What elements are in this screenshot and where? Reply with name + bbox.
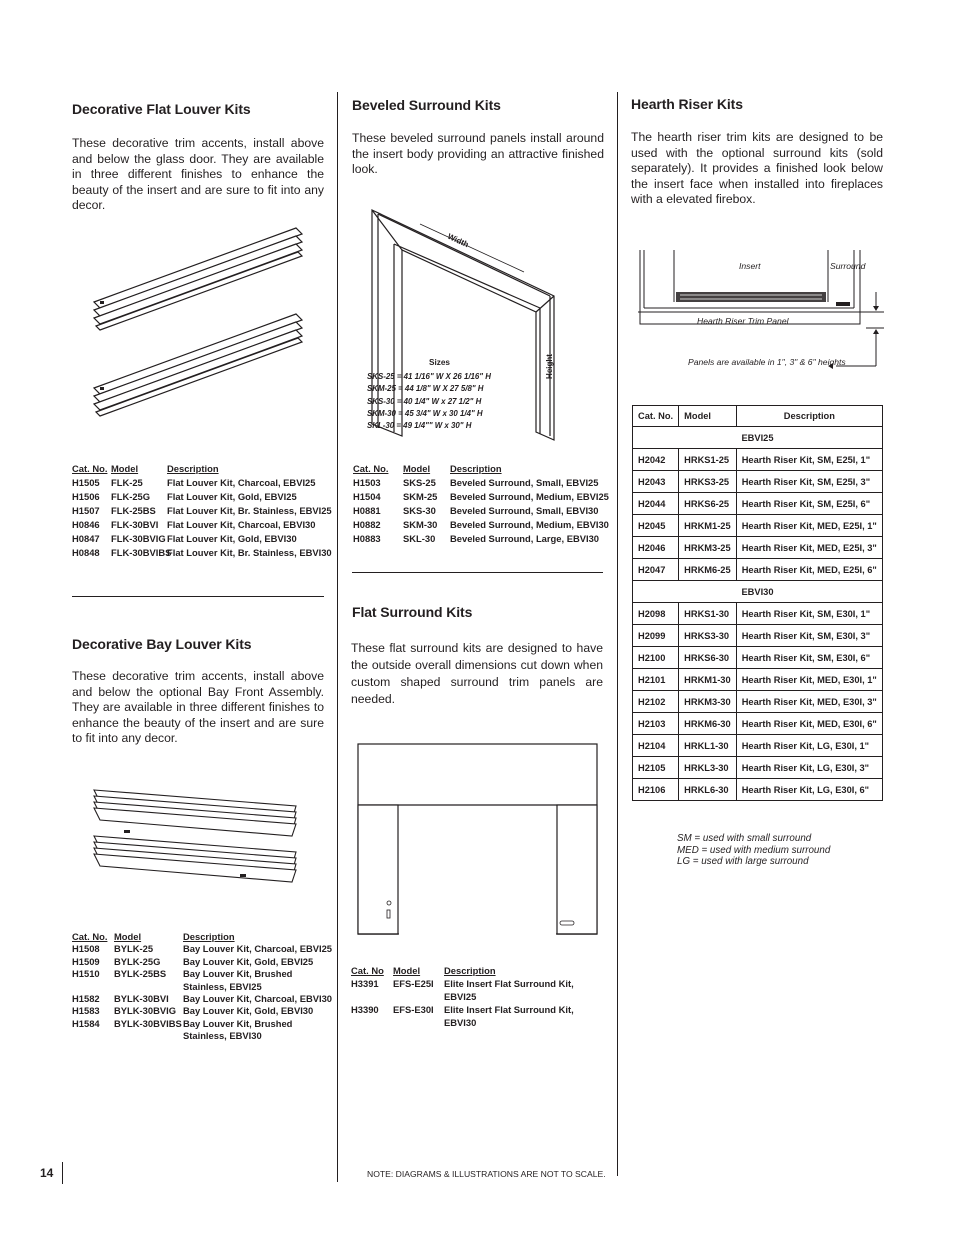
beveled-title: Beveled Surround Kits xyxy=(352,97,501,113)
table-row xyxy=(72,546,332,560)
table-row-cell: Bay Louver Kit, Charcoal, EBVI30 xyxy=(183,993,333,1005)
size-item: SKS-25 = 41 1/16" W X 26 1/16" H xyxy=(367,372,491,381)
table-cell: Hearth Riser Kit, MED, E30I, 3" xyxy=(736,691,882,713)
table-row xyxy=(72,1005,333,1017)
flat-surround-body: These flat surround kits are designed to have the outside overall dimensions cut down when custom shaped surround trim panels are needed. xyxy=(351,641,603,706)
table-cell: HRKM6-25 xyxy=(679,559,737,581)
table-cell: Hearth Riser Kit, SM, E25I, 6" xyxy=(736,493,882,515)
table-header-cell: Cat. No. xyxy=(72,463,108,474)
bay-louver-table xyxy=(72,931,333,1043)
table-header-cell: Model xyxy=(114,931,142,942)
table-row xyxy=(633,757,883,779)
table-row-cell: SKS-25 xyxy=(403,477,436,488)
table-row-cell: SKM-25 xyxy=(403,491,438,502)
table-row-cell: BYLK-25BS xyxy=(114,968,167,980)
table-row-cell: H1510 xyxy=(72,968,100,980)
table-cell: HRKM3-30 xyxy=(679,691,737,713)
table-row xyxy=(72,1018,333,1030)
header-cell: Description xyxy=(736,406,882,427)
legend-item: MED = used with medium surround xyxy=(677,844,831,856)
table-cell: HRKL3-30 xyxy=(679,757,737,779)
table-row xyxy=(72,532,327,546)
size-item: SKM-30 = 45 3/4" W x 30 1/4" H xyxy=(367,408,483,418)
table-row-cell: H3390 xyxy=(351,1004,379,1015)
table-row-cell: Beveled Surround, Medium, EBVI30 xyxy=(450,519,609,530)
table-row-cell: H1509 xyxy=(72,955,100,967)
table-row-cell: H1582 xyxy=(72,993,100,1005)
table-cell: HRKS6-25 xyxy=(679,493,737,515)
table-row xyxy=(72,993,333,1005)
table-cell: Hearth Riser Kit, SM, E25I, 3" xyxy=(736,471,882,493)
table-row-cell: SKM-30 xyxy=(403,519,438,530)
hearth-riser-table xyxy=(632,405,883,801)
table-row-cell: EFS-E25I xyxy=(393,978,434,989)
table-row xyxy=(633,559,883,581)
table-cell: HRKM3-25 xyxy=(679,537,737,559)
table-cell: HRKM1-25 xyxy=(679,515,737,537)
table-row-cell: BYLK-25G xyxy=(114,955,161,967)
size-item: SKS-30 = 40 1/4" W x 27 1/2" H xyxy=(367,396,482,406)
divider xyxy=(352,572,603,573)
table-row-cell: Beveled Surround, Medium, EBVI25 xyxy=(450,491,609,502)
table-cell: Hearth Riser Kit, SM, E30I, 3" xyxy=(736,625,882,647)
table-header-cell: Description xyxy=(450,463,502,474)
table-row-continued-cell: EBVI30 xyxy=(444,1017,477,1028)
table-row-cell: FLK-25 xyxy=(111,477,143,488)
table-cell: H2101 xyxy=(633,669,679,691)
flat-louver-title: Decorative Flat Louver Kits xyxy=(72,101,251,117)
flat-surround-illustration xyxy=(357,743,599,936)
table-row-continued-cell: EBVI25 xyxy=(444,991,477,1002)
table-row xyxy=(353,504,610,518)
table-cell: Hearth Riser Kit, SM, E30I, 6" xyxy=(736,647,882,669)
table-row-cell: BYLK-25 xyxy=(114,943,154,955)
size-legend xyxy=(677,833,830,868)
table-cell: Hearth Riser Kit, LG, E30I, 3" xyxy=(736,757,882,779)
hearth-body: The hearth riser trim kits are designed to be used with the optional surround kits (sold separately). It provides a finished look below the insert face when installed into fireplaces with a elevated firebox. xyxy=(631,130,883,206)
table-header xyxy=(351,964,604,977)
table-row-cell: SKS-30 xyxy=(403,505,436,516)
sizes-title: Sizes xyxy=(429,358,450,367)
bay-louver-body: These decorative trim accents, install above and below the optional Bay Front Assembly. They are available in three different finishes to enhance the beauty of the insert and are sure to fit into any decor. xyxy=(72,669,324,745)
table-row xyxy=(353,532,610,546)
table-row-continued-cell xyxy=(351,1016,393,1029)
table-cell: HRKS1-25 xyxy=(679,449,737,471)
table-header-cell: Model xyxy=(111,463,139,474)
table-row-cell: Bay Louver Kit, Brushed xyxy=(183,968,293,980)
table-header-cell: Model xyxy=(393,965,421,976)
table-row-cell: FLK-25G xyxy=(111,491,151,502)
table-row-cell: Beveled Surround, Large, EBVI30 xyxy=(450,533,600,544)
insert-label: Insert xyxy=(739,261,761,271)
table-cell: HRKL6-30 xyxy=(679,779,737,801)
table-row xyxy=(353,476,610,490)
table-cell: Hearth Riser Kit, MED, E25I, 3" xyxy=(736,537,882,559)
table-row-cell: Beveled Surround, Small, EBVI25 xyxy=(450,477,599,488)
table-row-continued-cell xyxy=(72,1030,114,1042)
table-row xyxy=(72,968,333,980)
table-row-cell: H0883 xyxy=(353,533,381,544)
hearth-title: Hearth Riser Kits xyxy=(631,96,743,112)
bay-louver-illustration xyxy=(90,786,302,890)
table-row-cell: Flat Louver Kit, Gold, EBVI30 xyxy=(167,533,297,544)
table-row-continued-cell xyxy=(114,1030,183,1042)
table-cell: HRKL1-30 xyxy=(679,735,737,757)
table-row-cell: Flat Louver Kit, Charcoal, EBVI25 xyxy=(167,477,316,488)
table-row-cell: SKL-30 xyxy=(403,533,436,544)
table-row-continued-cell xyxy=(72,981,114,993)
table-row xyxy=(353,518,610,532)
table-row-cell: Bay Louver Kit, Gold, EBVI25 xyxy=(183,955,314,967)
table-row-continued-cell xyxy=(393,990,444,1003)
table-cell: Hearth Riser Kit, LG, E30I, 6" xyxy=(736,779,882,801)
table-cell: H2043 xyxy=(633,471,679,493)
table-row xyxy=(633,603,883,625)
table-cell: HRKS3-25 xyxy=(679,471,737,493)
table-row-cell: H0881 xyxy=(353,505,381,516)
table-row-cell: FLK-30BVIG xyxy=(111,533,166,544)
table-row-cell: H0848 xyxy=(72,547,100,558)
table-header-cell: Cat. No xyxy=(351,965,384,976)
header-cell: Cat. No. xyxy=(633,406,679,427)
table-header-cell: Cat. No. xyxy=(72,931,108,942)
table-cell: HRKS6-30 xyxy=(679,647,737,669)
size-item: SKL-30 = 49 1/4"" W x 30" H xyxy=(367,421,472,431)
table-cell: HRKM6-30 xyxy=(679,713,737,735)
flat-louver-illustration xyxy=(86,222,308,422)
table-row-cell: Bay Louver Kit, Brushed xyxy=(183,1017,293,1029)
group-label: EBVI30 xyxy=(633,581,883,603)
table-row-continued xyxy=(72,981,333,993)
table-row xyxy=(351,1003,604,1016)
table-row xyxy=(72,490,327,504)
table-row xyxy=(633,493,883,515)
table-row-cell: FLK-30BVIBS xyxy=(111,547,172,558)
table-row-cell: FLK-25BS xyxy=(111,505,156,516)
group-row xyxy=(633,427,883,449)
column-divider-1 xyxy=(337,92,338,1182)
table-cell: H2106 xyxy=(633,779,679,801)
table-header-cell: Description xyxy=(183,931,235,942)
table-row xyxy=(72,956,333,968)
table-row xyxy=(633,625,883,647)
table-row-cell: Flat Louver Kit, Br. Stainless, EBVI25 xyxy=(167,505,332,516)
group-row xyxy=(633,581,883,603)
table-row-cell: H1504 xyxy=(353,491,381,502)
table-row xyxy=(72,504,332,518)
table-row-cell: H1507 xyxy=(72,505,100,516)
table-row-cell: H3391 xyxy=(351,978,379,989)
table-cell: HRKM1-30 xyxy=(679,669,737,691)
table-row xyxy=(633,691,883,713)
table-row-cell: H1583 xyxy=(72,1005,100,1017)
table-cell: H2045 xyxy=(633,515,679,537)
table-row xyxy=(633,669,883,691)
surround-label: Surround xyxy=(830,261,866,271)
table-header xyxy=(353,462,610,476)
table-cell: H2102 xyxy=(633,691,679,713)
table-cell: Hearth Riser Kit, MED, E25I, 6" xyxy=(736,559,882,581)
table-row-cell: Flat Louver Kit, Br. Stainless, EBVI30 xyxy=(167,547,332,558)
table-cell: H2099 xyxy=(633,625,679,647)
table-row-cell: Flat Louver Kit, Charcoal, EBVI30 xyxy=(167,519,316,530)
table-cell: H2046 xyxy=(633,537,679,559)
table-cell: H2100 xyxy=(633,647,679,669)
flat-louver-table xyxy=(72,462,332,560)
table-header xyxy=(633,406,883,427)
table-row xyxy=(353,490,610,504)
table-cell: H2044 xyxy=(633,493,679,515)
page-number-rule xyxy=(62,1162,63,1184)
flat-surround-title: Flat Surround Kits xyxy=(352,604,473,620)
table-header xyxy=(72,462,327,476)
table-row xyxy=(633,471,883,493)
table-row-cell: H0882 xyxy=(353,519,381,530)
table-row-cell: Beveled Surround, Small, EBVI30 xyxy=(450,505,599,516)
table-row xyxy=(72,943,333,955)
table-row-cell: Bay Louver Kit, Charcoal, EBVI25 xyxy=(183,943,333,955)
table-cell: Hearth Riser Kit, LG, E30I, 1" xyxy=(736,735,882,757)
beveled-body: These beveled surround panels install around the insert body providing an attractive finished look. xyxy=(352,131,604,176)
table-row xyxy=(633,537,883,559)
table-cell: H2103 xyxy=(633,713,679,735)
size-item: SKM-25 = 44 1/8" W X 27 5/8" H xyxy=(367,384,484,394)
table-row-cell: Bay Louver Kit, Gold, EBVI30 xyxy=(183,1005,314,1017)
table-row xyxy=(633,713,883,735)
table-cell: Hearth Riser Kit, MED, E30I, 1" xyxy=(736,669,882,691)
bay-louver-title: Decorative Bay Louver Kits xyxy=(72,636,252,652)
table-cell: Hearth Riser Kit, SM, E25I, 1" xyxy=(736,449,882,471)
table-row xyxy=(351,977,604,990)
table-cell: Hearth Riser Kit, SM, E30I, 1" xyxy=(736,603,882,625)
panel-label: Hearth Riser Trim Panel xyxy=(697,316,789,326)
table-row-cell: Elite Insert Flat Surround Kit, xyxy=(444,1004,574,1015)
table-row xyxy=(633,779,883,801)
table-header-cell: Description xyxy=(167,463,219,474)
flat-louver-body: These decorative trim accents, install above and below the glass door. They are available in three different finishes to enhance the beauty of the insert and are sure to fit into any decor. xyxy=(72,136,324,212)
table-row-cell: H1506 xyxy=(72,491,100,502)
table-row-continued xyxy=(351,1016,604,1029)
width-label: Width xyxy=(446,231,471,250)
table-row-cell: H1584 xyxy=(72,1017,100,1029)
table-cell: H2104 xyxy=(633,735,679,757)
legend-item: LG = used with large surround xyxy=(677,856,809,867)
table-row-cell: H1508 xyxy=(72,943,100,955)
table-row-continued-cell: Stainless, EBVI30 xyxy=(183,1030,262,1042)
table-row-cell: Elite Insert Flat Surround Kit, xyxy=(444,978,574,989)
table-header-cell: Model xyxy=(403,463,431,474)
table-row-continued xyxy=(72,1030,333,1042)
table-cell: H2105 xyxy=(633,757,679,779)
table-header-cell: Cat. No. xyxy=(353,463,389,474)
table-cell: HRKS1-30 xyxy=(679,603,737,625)
scale-note: NOTE: DIAGRAMS & ILLUSTRATIONS ARE NOT TO SCALE. xyxy=(367,1169,606,1179)
table-cell: Hearth Riser Kit, MED, E30I, 6" xyxy=(736,713,882,735)
table-row-cell: FLK-30BVI xyxy=(111,519,159,530)
legend-item: SM = used with small surround xyxy=(677,833,812,844)
table-row-cell: EFS-E30I xyxy=(393,1004,434,1015)
column-divider-2 xyxy=(617,92,618,1176)
table-row-continued-cell: Stainless, EBVI25 xyxy=(183,980,262,992)
table-row xyxy=(633,647,883,669)
table-cell: H2098 xyxy=(633,603,679,625)
table-row-cell: H1505 xyxy=(72,477,100,488)
table-row xyxy=(72,476,327,490)
sizes-list xyxy=(367,371,491,432)
table-row-cell: Flat Louver Kit, Gold, EBVI25 xyxy=(167,491,297,502)
table-header-cell: Description xyxy=(444,965,496,976)
table-row-cell: H0846 xyxy=(72,519,100,530)
table-row xyxy=(633,449,883,471)
table-row-continued-cell xyxy=(351,990,393,1003)
table-header xyxy=(72,931,333,943)
table-cell: H2042 xyxy=(633,449,679,471)
table-row xyxy=(633,515,883,537)
heights-label: Panels are available in 1", 3" & 6" heights xyxy=(688,357,846,367)
table-row xyxy=(633,735,883,757)
page-number: 14 xyxy=(40,1166,54,1180)
divider xyxy=(72,596,324,597)
table-cell: HRKS3-30 xyxy=(679,625,737,647)
table-cell: Hearth Riser Kit, MED, E25I, 1" xyxy=(736,515,882,537)
table-row-continued-cell xyxy=(114,981,183,993)
group-label: EBVI25 xyxy=(633,427,883,449)
table-row-cell: BYLK-30BVIBS xyxy=(114,1017,182,1029)
table-row-cell: BYLK-30BVI xyxy=(114,993,169,1005)
flat-surround-table xyxy=(351,964,604,1029)
header-cell: Model xyxy=(679,406,737,427)
table-row-continued xyxy=(351,990,604,1003)
height-label: Height xyxy=(544,354,554,379)
table-row-cell: H1503 xyxy=(353,477,381,488)
beveled-table xyxy=(353,462,610,546)
table-row-continued-cell xyxy=(393,1016,444,1029)
table-row xyxy=(72,518,327,532)
table-row-cell: H0847 xyxy=(72,533,100,544)
table-cell: H2047 xyxy=(633,559,679,581)
table-row-cell: BYLK-30BVIG xyxy=(114,1005,176,1017)
